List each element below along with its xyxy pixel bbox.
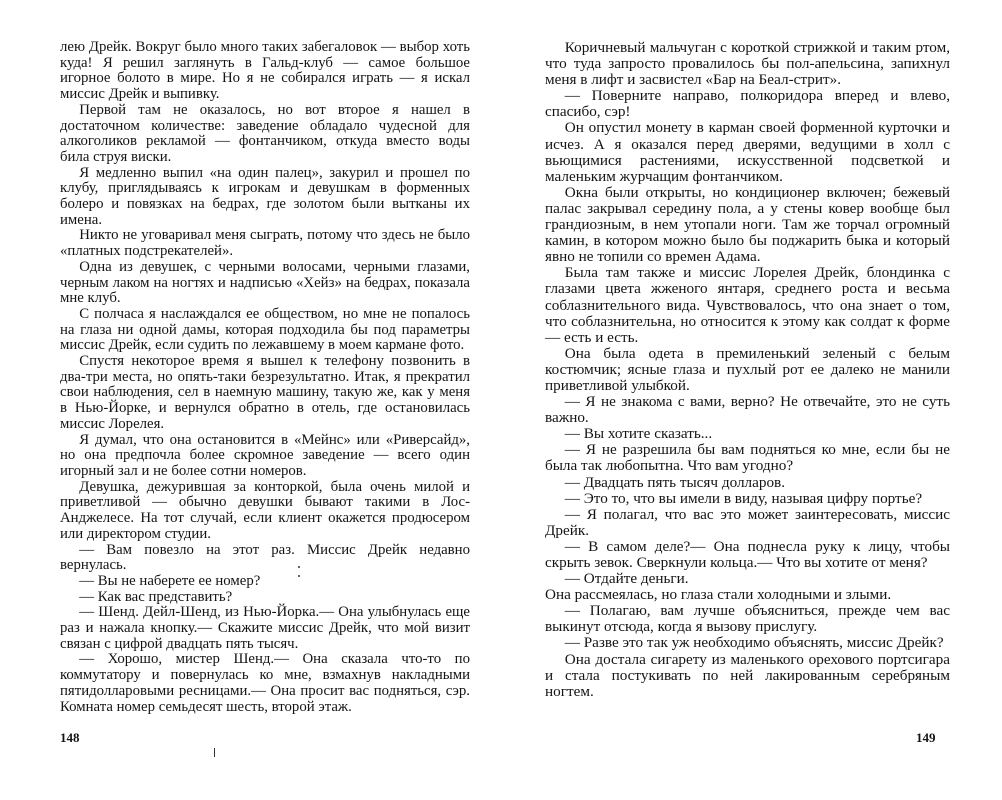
paragraph: — Я не разрешила бы вам подняться ко мне, если бы не была так любопытна. Что вам угодно? (545, 441, 950, 475)
page-number: 148 (60, 730, 80, 745)
paragraph: Одна из девушек, с черными волосами, черными глазами, черным лаком на ногтях и надписью «Хейз» на бедрах, показала мне клуб. (60, 258, 470, 307)
paragraph: — Хорошо, мистер Шенд.— Она сказала что-то по коммутатору и повернулась ко мне, взмахнув накладными пятидолларовыми ресницами.— Она просит вас подняться, сэр. Комната номер семьдесят шесть, второй этаж. (60, 651, 470, 715)
paragraph: — Двадцать пять тысяч долларов. (564, 473, 786, 491)
paragraph: — Вы не наберете ее номер? (79, 572, 261, 589)
scan-speck (298, 566, 300, 568)
paragraph: лею Дрейк. Вокруг было много таких забегаловок — выбор хоть куда! Я решил заглянуть в Гальд-клуб — самое большое игорное болото в мире. Но я не собирался играть — я искал миссис Дрейк и выпивку. (60, 39, 470, 103)
paragraph: — Поверните направо, полкоридора вперед и влево, спасибо, сэр! (545, 87, 950, 121)
paragraph: — Разве это так уж необходимо объяснять, миссис Дрейк? (564, 634, 944, 652)
paragraph: Была там также и миссис Лорелея Дрейк, блондинка с глазами цвета жженого янтаря, среднего роста и весьма соблазнительного вида. Чувствовалось, что она знает о том, что соблазнительна, но относится к этому как солдат к форме — есть и есть. (545, 264, 950, 346)
paragraph: — Я полагал, что вас это может заинтересовать, миссис Дрейк. (545, 505, 950, 539)
paragraph: Окна были открыты, но кондиционер включен; бежевый палас закрывал середину пола, а у стены ковер вообще был грандиозным, в нем утопали ноги. Там же торчал огромный камин, в котором можно было бы поджарить быка и который явно не топили со времен Адама. (545, 183, 950, 266)
left-page (60, 40, 470, 715)
paragraph: — Вы хотите сказать... (564, 425, 713, 443)
paragraph: — Шенд. Дейл-Шенд, из Нью-Йорка.— Она улыбнулась еще раз и нажала кнопку.— Скажите миссис Дрейк, что мой визит связан с цифрой двадцать пять тысяч. (60, 604, 470, 652)
paragraph: — В самом деле?— Она поднесла руку к лицу, чтобы скрыть зевок. Сверкнули кольца.— Что вы хотите от меня? (545, 537, 950, 571)
paragraph: Никто не уговаривал меня сыграть, потому что здесь не было «платных подстрекателей». (60, 227, 470, 260)
paragraph: Девушка, дежурившая за конторкой, была очень милой и приветливой — обычно девушки бывают такими в Лос-Анджелесе. На тот случай, если клиент окажется продюсером или директором студии. (60, 478, 470, 542)
scan-speck (298, 575, 300, 577)
paragraph: Она рассмеялась, но глаза стали холодными и злыми. (545, 586, 892, 604)
paragraph: — Вам повезло на этот раз. Миссис Дрейк недавно вернулась. (60, 541, 470, 574)
right-page (545, 40, 950, 700)
paragraph: — Я не знакома с вами, верно? Не отвечайте, это не суть важно. (545, 393, 950, 427)
paragraph: Он опустил монету в карман своей форменной курточки и исчез. А я оказался перед дверями, ведущими в холл с вьющимися растениями, искусственной подсветкой и маленьким журчащим фонтанчиком. (545, 119, 950, 185)
paragraph: С полчаса я наслаждался ее обществом, но мне не попалось на глаза ни одной дамы, которая подходила бы под параметры миссис Дрейк, если судить по лежавшему в моем кармане фото. (60, 305, 470, 354)
scan-speck (214, 748, 215, 757)
paragraph: Я думал, что она остановится в «Мейнс» или «Риверсайд», но она предпочла более скромное заведение — всего один игорный зал и не более сотни номеров. (60, 431, 470, 479)
paragraph: Я медленно выпил «на один палец», закурил и прошел по клубу, приглядываясь к игрокам и девушкам в форменных болеро и повязках на бедрах, где золотом были вытканы их имена. (60, 164, 470, 228)
paragraph: Первой там не оказалось, но вот второе я нашел в достаточном количестве: заведение обладало чудесной для алкоголиков рекламой — фонтанчиком, откуда вместо воды била струя виски. (60, 101, 470, 165)
page-number: 149 (916, 730, 936, 745)
paragraph: Спустя некоторое время я вышел к телефону позвонить в два-три места, но опять-таки безрезультатно. Итак, я прекратил свои наблюдения, сел в наемную машину, такую же, как у меня в Нью-Йорке, и вернулся обратно в отель, где остановилась миссис Лорелея. (60, 353, 470, 432)
paragraph: Она достала сигарету из маленького орехового портсигара и стала постукивать по ней лакированным серебряным ногтем. (545, 650, 950, 700)
paragraph: Она была одета в премиленький зеленый с белым костюмчик; ясные глаза и пухлый рот ее далеко не манили приветливой улыбкой. (545, 344, 950, 394)
paragraph: — Полагаю, вам лучше объясниться, прежде чем вас выкинут отсюда, когда я вызову прислугу. (545, 602, 950, 636)
paragraph: Коричневый мальчуган с короткой стрижкой и таким ртом, что туда запросто провалилось бы пол-апельсина, запихнул меня в лифт и засвистел «Бар на Беал-стрит». (545, 39, 950, 89)
paragraph: — Это то, что вы имели в виду, называя цифру портье? (564, 489, 923, 507)
paragraph: — Как вас представить? (79, 588, 233, 605)
paragraph: — Отдайте деньги. (564, 570, 689, 588)
